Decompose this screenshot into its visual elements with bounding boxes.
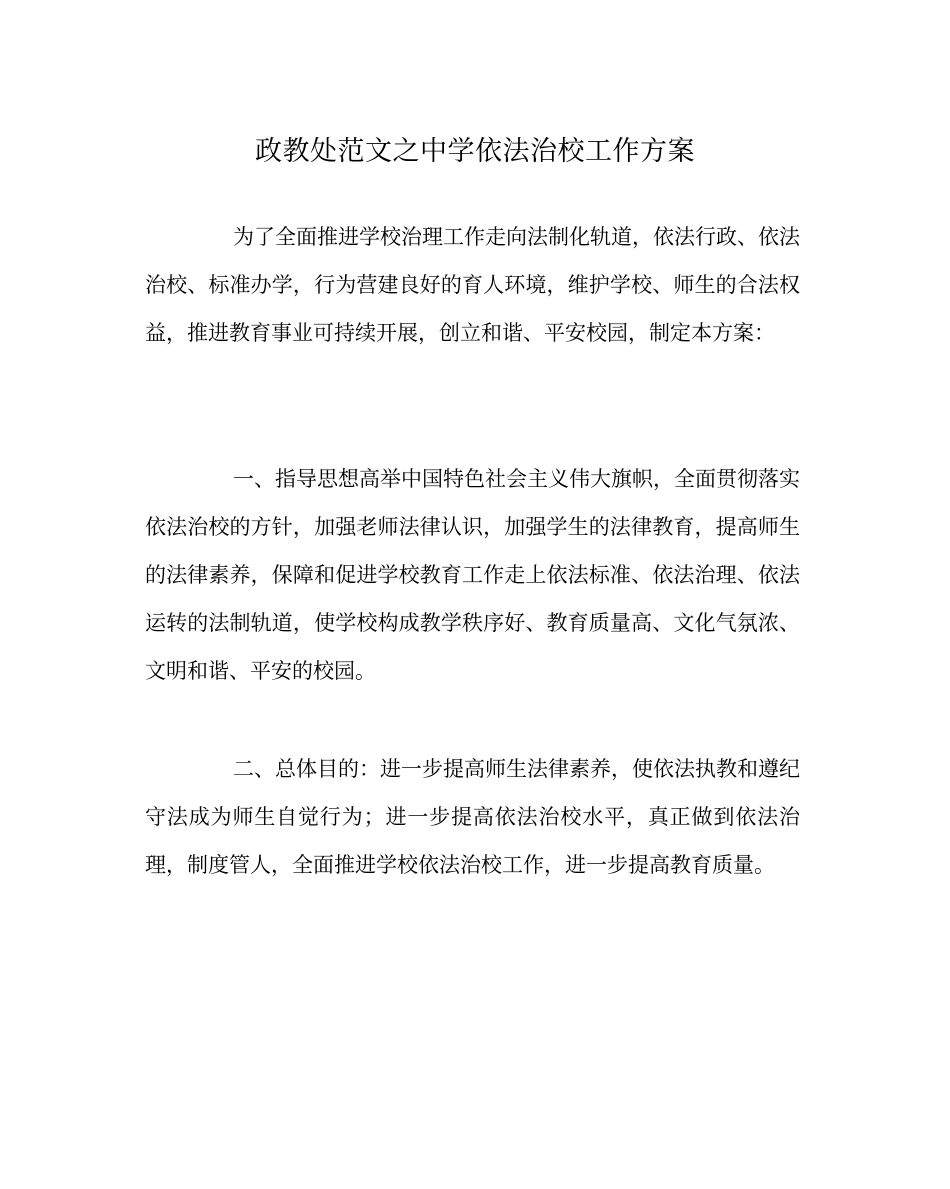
paragraph-preamble: 为了全面推进学校治理工作走向法制化轨道，依法行政、依法治校、标准办学，行为营建良好的育人环境，维护学校、师生的合法权益，推进教育事业可持续开展，创立和谐、平安校园，制定本方案： [145,225,800,345]
document-title: 政教处范文之中学依法治校工作方案 [255,136,695,167]
paragraph-overall-goal: 二、总体目的：进一步提高师生法律素养，使依法执教和遵纪守法成为师生自觉行为；进一步提高依法治校水平，真正做到依法治理，制度管人，全面推进学校依法治校工作，进一步提高教育质量。 [145,757,800,877]
paragraph-guiding-ideology: 一、指导思想高举中国特色社会主义伟大旗帜，全面贯彻落实依法治校的方针，加强老师法律认识，加强学生的法律教育，提高师生的法律素养，保障和促进学校教育工作走上依法标准、依法治理、依法运转的法制轨道，使学校构成教学秩序好、教育质量高、文化气氛浓、文明和谐、平安的校园。 [145,467,800,683]
